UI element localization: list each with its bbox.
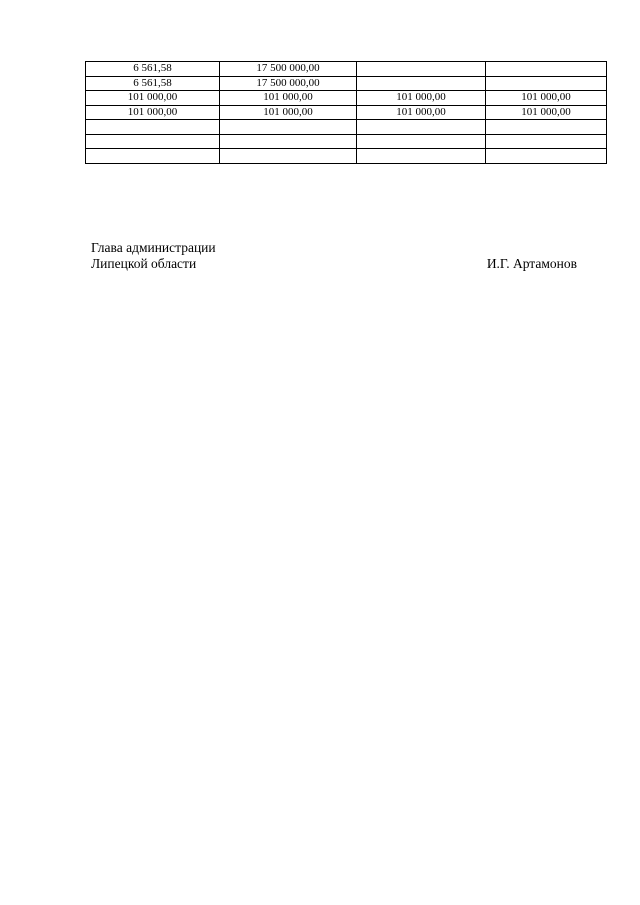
signature-block	[91, 240, 581, 272]
table-cell	[357, 149, 486, 164]
table-cell	[357, 134, 486, 149]
table-cell	[486, 120, 607, 135]
table-cell	[486, 62, 607, 77]
table-cell	[486, 149, 607, 164]
table-cell	[357, 76, 486, 91]
table-cell: 101 000,00	[486, 105, 607, 120]
table-row	[86, 105, 607, 120]
table-cell: 17 500 000,00	[220, 76, 357, 91]
table-cell	[220, 134, 357, 149]
signatory-position: Глава администрации	[91, 240, 216, 255]
table-cell	[86, 149, 220, 164]
table-cell: 101 000,00	[357, 91, 486, 106]
budget-table	[85, 61, 607, 164]
signature-line-2	[91, 256, 581, 272]
table-cell: 17 500 000,00	[220, 62, 357, 77]
table-cell: 101 000,00	[86, 91, 220, 106]
table-cell	[86, 120, 220, 135]
table-cell: 101 000,00	[220, 105, 357, 120]
table-cell	[220, 120, 357, 135]
table-cell	[86, 134, 220, 149]
table-row	[86, 120, 607, 135]
table-row	[86, 149, 607, 164]
table-row	[86, 134, 607, 149]
table-row	[86, 76, 607, 91]
table-cell: 6 561,58	[86, 76, 220, 91]
table-cell: 101 000,00	[86, 105, 220, 120]
table-cell	[220, 149, 357, 164]
table-cell: 101 000,00	[486, 91, 607, 106]
signature-line-1	[91, 240, 581, 256]
table-cell	[357, 62, 486, 77]
table-cell	[357, 120, 486, 135]
table-row	[86, 62, 607, 77]
signatory-region: Липецкой области	[91, 256, 197, 271]
table-cell: 6 561,58	[86, 62, 220, 77]
budget-table-body	[86, 62, 607, 164]
table-cell	[486, 134, 607, 149]
signatory-name: И.Г. Артамонов	[486, 256, 577, 271]
table-cell: 101 000,00	[220, 91, 357, 106]
table-cell	[486, 76, 607, 91]
table-cell: 101 000,00	[357, 105, 486, 120]
table-row	[86, 91, 607, 106]
